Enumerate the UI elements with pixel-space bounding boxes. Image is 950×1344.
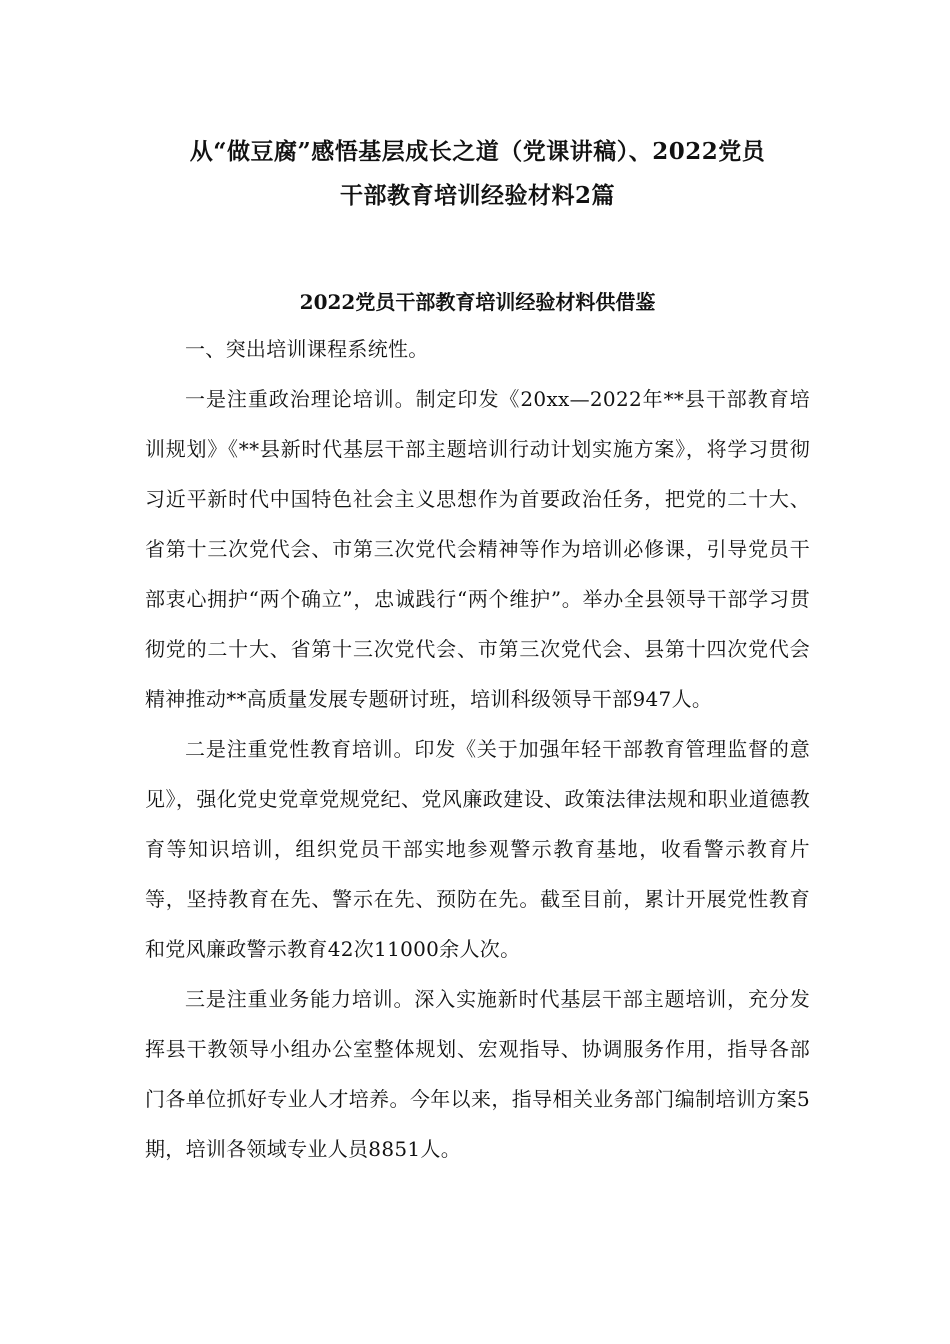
document-title-line-2: 干部教育培训经验材料2篇 xyxy=(339,182,615,209)
paragraph-political-theory: 一是注重政治理论培训。制定印发《20xx—2022年**县干部教育培训规划》《**县新时代基层干部主题培训行动计划实施方案》，将学习贯彻习近平新时代中国特色社会主义思想作为首要政治任务，把党的二十大、省第十三次党代会、市第三次党代会精神等作为培训必修课，引导党员干部衷心拥护“两个确立”，忠诚践行“两个维护”。举办全县领导干部学习贯彻党的二十大、省第十三次党代会、市第三次党代会、县第十四次党代会精神推动**高质量发展专题研讨班，培训科级领导干部947人。 xyxy=(145,387,810,711)
document-title xyxy=(145,130,810,218)
document-title-line-1: 从“做豆腐”感悟基层成长之道（党课讲稿）、2022党员 xyxy=(189,138,766,165)
paragraph-business-ability: 三是注重业务能力培训。深入实施新时代基层干部主题培训，充分发挥县干教领导小组办公室整体规划、宏观指导、协调服务作用，指导各部门各单位抓好专业人才培养。今年以来，指导相关业务部门编制培训方案5期，培训各领域专业人员8851人。 xyxy=(145,987,810,1161)
section-title: 2022党员干部教育培训经验材料供借鉴 xyxy=(299,290,656,314)
section-heading-1: 一、突出培训课程系统性。 xyxy=(185,337,429,361)
paragraph-party-spirit: 二是注重党性教育培训。印发《关于加强年轻干部教育管理监督的意见》，强化党史党章党规党纪、党风廉政建设、政策法律法规和职业道德教育等知识培训，组织党员干部实地参观警示教育基地，收看警示教育片等，坚持教育在先、警示在先、预防在先。截至目前，累计开展党性教育和党风廉政警示教育42次11000余人次。 xyxy=(145,737,810,961)
